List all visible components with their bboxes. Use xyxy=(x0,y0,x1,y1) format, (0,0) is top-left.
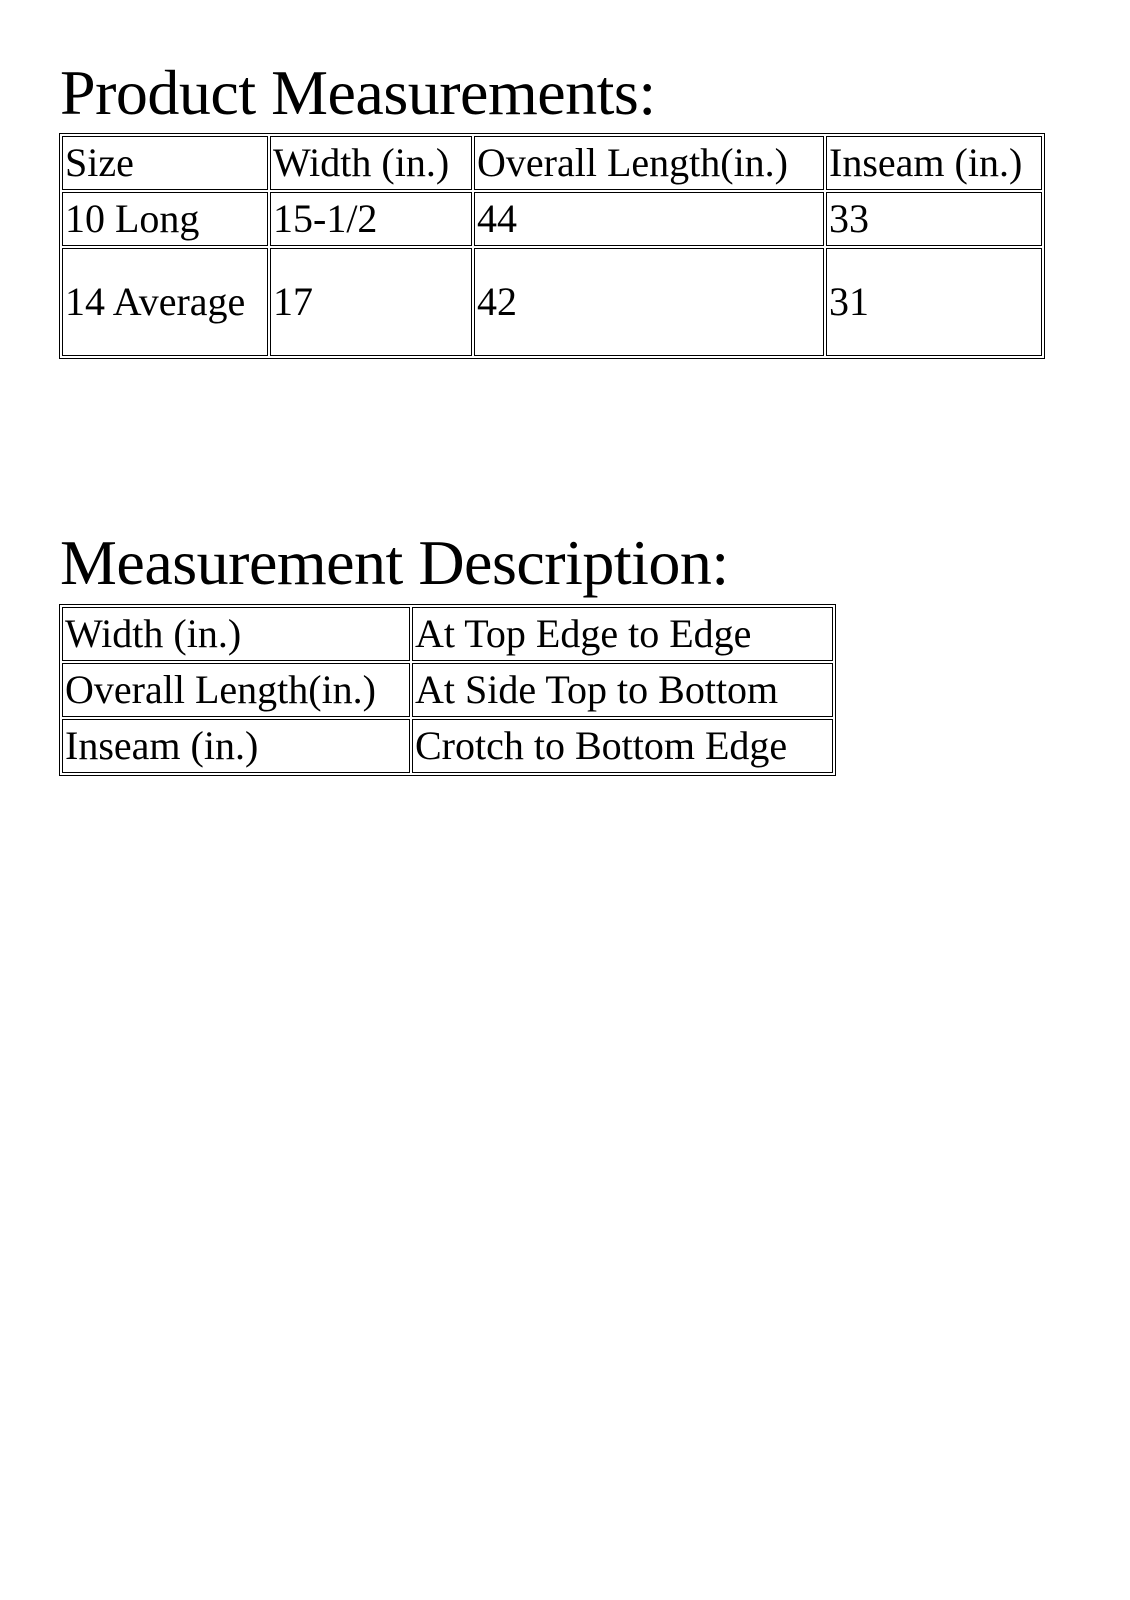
cell-description: Crotch to Bottom Edge xyxy=(412,719,833,773)
cell-description: At Top Edge to Edge xyxy=(412,607,833,661)
cell-inseam: 31 xyxy=(826,248,1042,356)
header-inseam: Inseam (in.) xyxy=(826,136,1042,190)
table-row xyxy=(62,248,1042,356)
cell-inseam: 33 xyxy=(826,192,1042,246)
measurement-description-table xyxy=(59,604,836,776)
cell-description: At Side Top to Bottom xyxy=(412,663,833,717)
header-size: Size xyxy=(62,136,268,190)
cell-overall-length: 44 xyxy=(474,192,824,246)
cell-measure: Width (in.) xyxy=(62,607,410,661)
product-measurements-table xyxy=(59,133,1045,359)
cell-measure: Inseam (in.) xyxy=(62,719,410,773)
table-row xyxy=(62,663,833,717)
product-measurements-title: Product Measurements: xyxy=(60,57,656,128)
header-overall-length: Overall Length(in.) xyxy=(474,136,824,190)
table-row xyxy=(62,607,833,661)
cell-size: 10 Long xyxy=(62,192,268,246)
cell-width: 17 xyxy=(270,248,472,356)
measurement-description-title: Measurement Description: xyxy=(60,527,729,598)
cell-measure: Overall Length(in.) xyxy=(62,663,410,717)
header-width: Width (in.) xyxy=(270,136,472,190)
table-row xyxy=(62,719,833,773)
cell-width: 15-1/2 xyxy=(270,192,472,246)
table-header-row xyxy=(62,136,1042,190)
cell-overall-length: 42 xyxy=(474,248,824,356)
table-row xyxy=(62,192,1042,246)
cell-size: 14 Average xyxy=(62,248,268,356)
